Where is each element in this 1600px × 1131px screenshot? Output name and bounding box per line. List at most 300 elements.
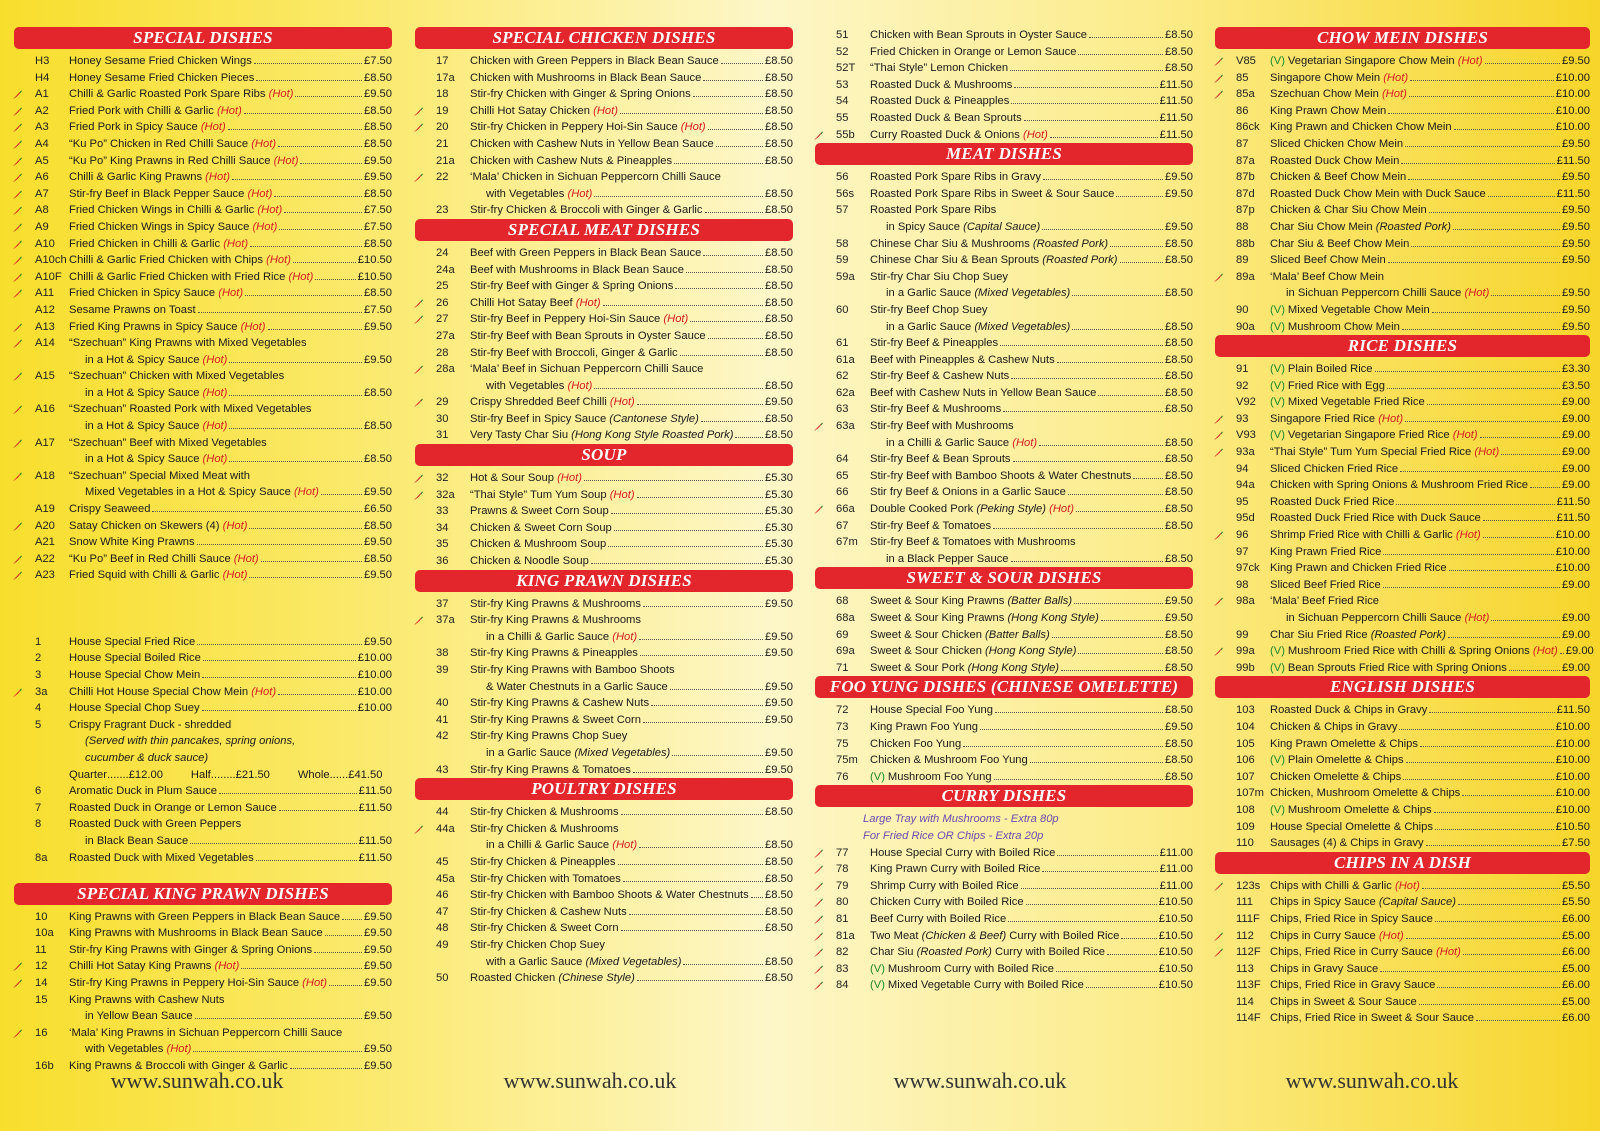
menu-item[interactable] <box>14 401 392 418</box>
menu-item[interactable] <box>1215 660 1590 677</box>
menu-item[interactable] <box>14 816 392 833</box>
menu-item[interactable] <box>415 53 793 70</box>
menu-item[interactable] <box>14 1025 392 1042</box>
menu-item[interactable] <box>815 110 1193 127</box>
menu-item[interactable] <box>815 93 1193 110</box>
menu-item[interactable] <box>815 944 1193 961</box>
item-price: £10.00 <box>1555 720 1590 733</box>
menu-item[interactable] <box>14 202 392 219</box>
menu-item[interactable] <box>1215 285 1590 302</box>
menu-item[interactable] <box>815 435 1193 452</box>
vegetarian-mark: (V) <box>1270 645 1285 658</box>
menu-item[interactable] <box>1215 1010 1590 1027</box>
menu-item[interactable] <box>1215 785 1590 802</box>
item-price: £9.00 <box>1562 396 1590 409</box>
menu-item[interactable] <box>815 845 1193 862</box>
menu-item[interactable] <box>14 800 392 817</box>
menu-item[interactable] <box>815 169 1193 186</box>
leader-dots <box>195 1009 362 1019</box>
menu-item[interactable] <box>14 551 392 568</box>
leader-dots <box>229 386 362 396</box>
menu-item[interactable] <box>815 977 1193 994</box>
menu-item[interactable] <box>1215 961 1590 978</box>
menu-item[interactable] <box>815 335 1193 352</box>
menu-item[interactable] <box>815 484 1193 501</box>
menu-item[interactable] <box>14 153 392 170</box>
menu-item[interactable] <box>14 733 392 750</box>
menu-item[interactable] <box>1215 911 1590 928</box>
menu-item[interactable] <box>815 60 1193 77</box>
leader-dots <box>594 187 763 197</box>
menu-item[interactable] <box>14 86 392 103</box>
menu-item[interactable] <box>415 954 793 971</box>
menu-item[interactable] <box>14 634 392 651</box>
item-price: £10.00 <box>1555 787 1590 800</box>
item-name: Stir-fry Beef & Tomatoes <box>870 519 992 532</box>
menu-item[interactable] <box>14 451 392 468</box>
menu-item[interactable] <box>415 328 793 345</box>
item-name: Chicken & Sweet Corn Soup <box>470 521 612 534</box>
menu-item[interactable] <box>415 70 793 87</box>
menu-item[interactable] <box>415 311 793 328</box>
menu-item[interactable] <box>14 302 392 319</box>
leader-dots <box>197 635 362 645</box>
menu-item[interactable] <box>1215 119 1590 136</box>
menu-item[interactable] <box>1215 593 1590 610</box>
menu-item[interactable] <box>1215 136 1590 153</box>
menu-item[interactable] <box>14 468 392 485</box>
menu-item[interactable] <box>815 352 1193 369</box>
menu-item[interactable] <box>815 878 1193 895</box>
item-name: Chicken Curry with Boiled Rice <box>870 896 1024 909</box>
chili-icon <box>12 140 22 150</box>
menu-item[interactable] <box>415 745 793 762</box>
item-name: in Black Bean Sauce <box>85 834 189 847</box>
menu-item[interactable] <box>14 942 392 959</box>
menu-item[interactable] <box>1215 461 1590 478</box>
item-price: £8.50 <box>364 420 392 433</box>
item-price: £8.50 <box>765 429 793 442</box>
menu-item[interactable] <box>815 401 1193 418</box>
leader-dots <box>629 905 763 915</box>
menu-item[interactable] <box>14 567 392 584</box>
menu-item[interactable] <box>415 679 793 696</box>
menu-item[interactable] <box>1215 802 1590 819</box>
menu-item[interactable] <box>14 850 392 867</box>
menu-item[interactable] <box>415 520 793 537</box>
menu-item[interactable] <box>14 975 392 992</box>
menu-item[interactable] <box>1215 835 1590 852</box>
menu-item[interactable] <box>815 861 1193 878</box>
item-name: in Sichuan Peppercorn Chilli Sauce (Hot) <box>1286 612 1490 624</box>
menu-item[interactable] <box>14 169 392 186</box>
menu-item[interactable] <box>14 319 392 336</box>
menu-item[interactable] <box>1215 928 1590 945</box>
menu-item[interactable] <box>815 719 1193 736</box>
menu-item[interactable] <box>415 920 793 937</box>
menu-item[interactable] <box>1215 544 1590 561</box>
menu-item[interactable] <box>1215 319 1590 336</box>
menu-item[interactable] <box>415 728 793 745</box>
leader-dots <box>1086 978 1157 988</box>
menu-item[interactable] <box>1215 643 1594 660</box>
menu-item[interactable] <box>1215 878 1590 895</box>
menu-item[interactable] <box>415 536 793 553</box>
menu-item[interactable] <box>815 77 1193 94</box>
item-price: £9.50 <box>1562 320 1590 333</box>
menu-item[interactable] <box>14 103 392 120</box>
item-price: £9.50 <box>364 171 392 184</box>
menu-item[interactable] <box>1215 819 1590 836</box>
item-code: A21 <box>35 536 55 549</box>
menu-item[interactable] <box>1215 702 1590 719</box>
item-code: 81a <box>836 929 855 942</box>
item-code: 88b <box>1236 237 1255 250</box>
menu-item[interactable] <box>815 127 1193 144</box>
menu-item[interactable] <box>14 352 392 369</box>
menu-item[interactable] <box>14 700 392 717</box>
menu-item[interactable] <box>14 335 392 352</box>
menu-item[interactable] <box>1215 752 1590 769</box>
leader-dots <box>640 646 763 656</box>
menu-item[interactable] <box>1215 627 1590 644</box>
menu-item[interactable] <box>415 662 793 679</box>
item-name: Chilli Hot House Special Chow Mein (Hot) <box>69 685 277 698</box>
item-name: Stir-fry Beef with Ginger & Spring Onions <box>470 280 674 293</box>
item-name: King Prawns with Mushrooms in Black Bean Sauce <box>69 927 323 940</box>
menu-item[interactable] <box>815 368 1193 385</box>
item-price: £9.50 <box>765 713 793 726</box>
menu-item[interactable] <box>815 660 1193 677</box>
menu-item[interactable] <box>415 904 793 921</box>
item-name: Chicken & Mushroom Foo Yung <box>870 754 1028 767</box>
menu-item[interactable] <box>1215 103 1590 120</box>
menu-item[interactable] <box>815 252 1193 269</box>
menu-item[interactable] <box>415 695 793 712</box>
item-code: 10 <box>35 910 48 923</box>
chili-icon <box>1213 647 1223 657</box>
menu-item[interactable] <box>1215 394 1590 411</box>
menu-item[interactable] <box>815 501 1193 518</box>
menu-item[interactable] <box>14 518 392 535</box>
menu-item[interactable] <box>1215 202 1590 219</box>
item-name: Beef with Cashew Nuts in Yellow Bean Sauce <box>870 386 1097 399</box>
menu-item[interactable] <box>815 202 1193 219</box>
menu-item[interactable] <box>415 821 793 838</box>
menu-item[interactable] <box>1215 560 1590 577</box>
website-footer-2[interactable]: www.sunwah.co.uk <box>503 1068 677 1093</box>
item-name: House Special Chop Suey <box>69 702 200 715</box>
menu-item[interactable] <box>815 385 1193 402</box>
menu-item[interactable] <box>415 762 793 779</box>
hot-label: (Hot) <box>205 171 231 184</box>
item-name: Fried Pork in Spicy Sauce (Hot) <box>69 121 226 134</box>
menu-item[interactable] <box>14 667 392 684</box>
menu-item[interactable] <box>815 736 1193 753</box>
item-code: 95d <box>1236 512 1255 525</box>
leader-dots <box>229 419 362 429</box>
item-price: £8.50 <box>364 519 392 532</box>
item-name: with Vegetables (Hot) <box>486 379 593 392</box>
menu-item[interactable] <box>415 937 793 954</box>
menu-item[interactable] <box>815 928 1193 945</box>
menu-item[interactable] <box>415 887 793 904</box>
menu-item[interactable] <box>1215 236 1590 253</box>
menu-item[interactable] <box>1215 219 1590 236</box>
menu-item[interactable] <box>1215 302 1590 319</box>
item-code: 98a <box>1236 595 1255 608</box>
menu-item[interactable] <box>1215 510 1590 527</box>
item-note: (Mixed Vegetables) <box>974 320 1071 333</box>
chili-icon <box>12 962 22 972</box>
menu-item[interactable] <box>415 262 793 279</box>
menu-item[interactable] <box>1215 53 1590 70</box>
menu-item[interactable] <box>815 186 1193 203</box>
menu-item[interactable] <box>415 361 793 378</box>
menu-item[interactable] <box>1215 444 1590 461</box>
menu-item[interactable] <box>1215 494 1590 511</box>
menu-item[interactable] <box>14 501 392 518</box>
menu-item[interactable] <box>415 86 793 103</box>
menu-item[interactable] <box>1215 186 1590 203</box>
menu-item[interactable] <box>415 169 793 186</box>
menu-item[interactable] <box>1215 944 1590 961</box>
menu-item[interactable] <box>14 1041 392 1058</box>
menu-item[interactable] <box>415 645 793 662</box>
menu-item[interactable] <box>14 833 392 850</box>
menu-item[interactable] <box>14 252 392 269</box>
menu-item[interactable] <box>415 245 793 262</box>
leader-dots <box>1000 336 1163 346</box>
leader-dots <box>1458 895 1560 905</box>
menu-item[interactable] <box>815 627 1193 644</box>
menu-item[interactable] <box>14 958 392 975</box>
menu-item[interactable] <box>14 269 392 286</box>
menu-item[interactable] <box>415 854 793 871</box>
website-footer-3[interactable]: www.sunwah.co.uk <box>893 1068 1067 1093</box>
menu-item[interactable] <box>815 518 1193 535</box>
menu-item[interactable] <box>415 378 793 395</box>
menu-item[interactable] <box>14 435 392 452</box>
item-name: Chicken & Noodle Soup <box>470 555 589 568</box>
menu-item[interactable] <box>415 837 793 854</box>
duck-prices[interactable] <box>14 767 392 784</box>
menu-item[interactable] <box>1215 427 1590 444</box>
menu-item[interactable] <box>415 712 793 729</box>
menu-item[interactable] <box>415 629 793 646</box>
item-name: Fried Chicken in Spicy Sauce (Hot) <box>69 287 244 300</box>
item-code: 67m <box>836 536 858 549</box>
leader-dots <box>1406 929 1560 939</box>
item-code: 17a <box>436 71 455 84</box>
item-note: (Hong Kong Style Roasted Pork) <box>571 429 734 442</box>
item-name: Stir fry Beef & Onions in a Garlic Sauce <box>870 486 1066 499</box>
item-code: 68a <box>836 612 855 624</box>
leader-dots <box>1408 170 1560 180</box>
leader-dots <box>1098 386 1163 396</box>
menu-item[interactable] <box>1215 361 1590 378</box>
menu-item[interactable] <box>415 487 793 504</box>
menu-item[interactable] <box>815 236 1193 253</box>
menu-item[interactable] <box>415 136 793 153</box>
item-name: (V) Plain Omelette & Chips <box>1270 754 1404 767</box>
menu-item[interactable] <box>1215 86 1590 103</box>
menu-item[interactable] <box>415 153 793 170</box>
item-name: in a Hot & Spicy Sauce (Hot) <box>85 453 228 466</box>
item-code: H4 <box>35 71 50 84</box>
menu-item[interactable] <box>815 302 1193 319</box>
menu-item[interactable] <box>1215 70 1590 87</box>
menu-item[interactable] <box>815 418 1193 435</box>
menu-item[interactable] <box>1215 269 1590 286</box>
menu-item[interactable] <box>14 385 392 402</box>
menu-item[interactable] <box>14 368 392 385</box>
menu-item[interactable] <box>14 53 392 70</box>
menu-item[interactable] <box>415 278 793 295</box>
item-code: 51 <box>836 29 849 41</box>
menu-item[interactable] <box>415 612 793 629</box>
menu-item[interactable] <box>1215 378 1590 395</box>
item-name: Stir-fry Beef & Bean Sprouts <box>870 453 1011 466</box>
menu-item[interactable] <box>1215 894 1590 911</box>
item-price: £10.00 <box>1555 754 1590 767</box>
menu-item[interactable] <box>815 269 1193 286</box>
menu-item[interactable] <box>815 752 1193 769</box>
menu-item[interactable] <box>815 911 1193 928</box>
menu-item[interactable] <box>1215 527 1590 544</box>
item-code: 4 <box>35 702 42 715</box>
menu-item[interactable] <box>1215 610 1590 627</box>
menu-item[interactable] <box>14 992 392 1009</box>
leader-dots <box>252 469 390 479</box>
menu-item[interactable] <box>14 70 392 87</box>
menu-item[interactable] <box>14 534 392 551</box>
menu-item[interactable] <box>415 345 793 362</box>
menu-item[interactable] <box>415 186 793 203</box>
menu-item[interactable] <box>14 909 392 926</box>
menu-item[interactable] <box>1215 411 1590 428</box>
chili-icon <box>12 157 22 167</box>
leader-dots <box>735 428 763 438</box>
menu-item[interactable] <box>14 750 392 767</box>
menu-item[interactable] <box>14 717 392 734</box>
menu-item[interactable] <box>415 295 793 312</box>
menu-item[interactable] <box>415 394 793 411</box>
menu-item[interactable] <box>14 136 392 153</box>
menu-item[interactable] <box>415 103 793 120</box>
menu-item[interactable] <box>815 702 1193 719</box>
website-footer-1[interactable]: www.sunwah.co.uk <box>110 1068 284 1093</box>
menu-item[interactable] <box>815 769 1193 786</box>
hot-label: (Hot) <box>273 154 299 167</box>
menu-item[interactable] <box>815 593 1193 610</box>
menu-item[interactable] <box>14 186 392 203</box>
item-price: £5.00 <box>1562 995 1590 1008</box>
menu-item[interactable] <box>1215 994 1590 1011</box>
item-code: 8 <box>35 818 42 831</box>
menu-item[interactable] <box>1215 477 1590 494</box>
chili-icon <box>12 273 22 283</box>
menu-item[interactable] <box>815 643 1193 660</box>
menu-item[interactable] <box>815 534 1193 551</box>
menu-item[interactable] <box>415 119 793 136</box>
menu-item[interactable] <box>815 610 1193 627</box>
item-price: £11.50 <box>1159 128 1193 141</box>
menu-item[interactable] <box>415 202 793 219</box>
menu-item[interactable] <box>815 285 1193 302</box>
menu-item[interactable] <box>14 418 392 435</box>
item-code: 107 <box>1236 770 1255 783</box>
menu-item[interactable] <box>415 411 793 428</box>
menu-item[interactable] <box>14 783 392 800</box>
menu-item[interactable] <box>14 119 392 136</box>
menu-item[interactable] <box>14 219 392 236</box>
whole-price: £41.50 <box>348 768 383 781</box>
menu-item[interactable] <box>815 468 1193 485</box>
menu-item[interactable] <box>1215 719 1590 736</box>
item-code: 57 <box>836 204 849 217</box>
leader-dots <box>995 703 1163 713</box>
item-name: Stir-fry Chicken & Mushrooms <box>470 806 619 819</box>
item-name: Chips in Curry Sauce (Hot) <box>1270 929 1404 942</box>
menu-item[interactable] <box>14 285 392 302</box>
leader-dots <box>1387 379 1560 389</box>
menu-item[interactable] <box>815 551 1193 568</box>
menu-item[interactable] <box>815 894 1193 911</box>
website-footer-4[interactable]: www.sunwah.co.uk <box>1285 1068 1459 1093</box>
menu-item[interactable] <box>1215 252 1590 269</box>
menu-item[interactable] <box>415 427 793 444</box>
item-price: £8.50 <box>765 71 793 84</box>
menu-item[interactable] <box>14 236 392 253</box>
item-code: A5 <box>35 154 49 167</box>
menu-item[interactable] <box>815 27 1193 44</box>
menu-item[interactable] <box>1215 736 1590 753</box>
menu-item[interactable] <box>1215 769 1590 786</box>
menu-item[interactable] <box>815 451 1193 468</box>
menu-item[interactable] <box>815 961 1193 978</box>
item-price: £8.50 <box>765 296 793 309</box>
menu-item[interactable] <box>415 871 793 888</box>
item-note: (Served with thin pancakes, spring onions, <box>85 735 296 748</box>
menu-item[interactable] <box>415 596 793 613</box>
menu-item[interactable] <box>1215 977 1590 994</box>
menu-item[interactable] <box>14 1008 392 1025</box>
menu-item[interactable] <box>1215 169 1590 186</box>
menu-item[interactable] <box>415 804 793 821</box>
menu-item[interactable] <box>1215 153 1590 170</box>
item-price: £8.50 <box>364 552 392 565</box>
menu-item[interactable] <box>815 319 1193 336</box>
menu-item[interactable] <box>815 219 1193 236</box>
item-code: 1 <box>35 635 42 648</box>
leader-dots <box>963 737 1163 747</box>
menu-item[interactable] <box>14 484 392 501</box>
item-code: A2 <box>35 104 49 117</box>
item-code: 112 <box>1236 929 1254 942</box>
menu-item[interactable] <box>14 684 392 701</box>
menu-item[interactable] <box>415 503 793 520</box>
menu-item[interactable] <box>14 925 392 942</box>
menu-item[interactable] <box>415 553 793 570</box>
menu-item[interactable] <box>415 970 793 987</box>
menu-item[interactable] <box>815 44 1193 61</box>
leader-dots <box>329 976 362 986</box>
menu-item[interactable] <box>14 650 392 667</box>
menu-item[interactable] <box>415 470 793 487</box>
menu-item[interactable] <box>1215 577 1590 594</box>
item-code: 48 <box>436 922 449 935</box>
